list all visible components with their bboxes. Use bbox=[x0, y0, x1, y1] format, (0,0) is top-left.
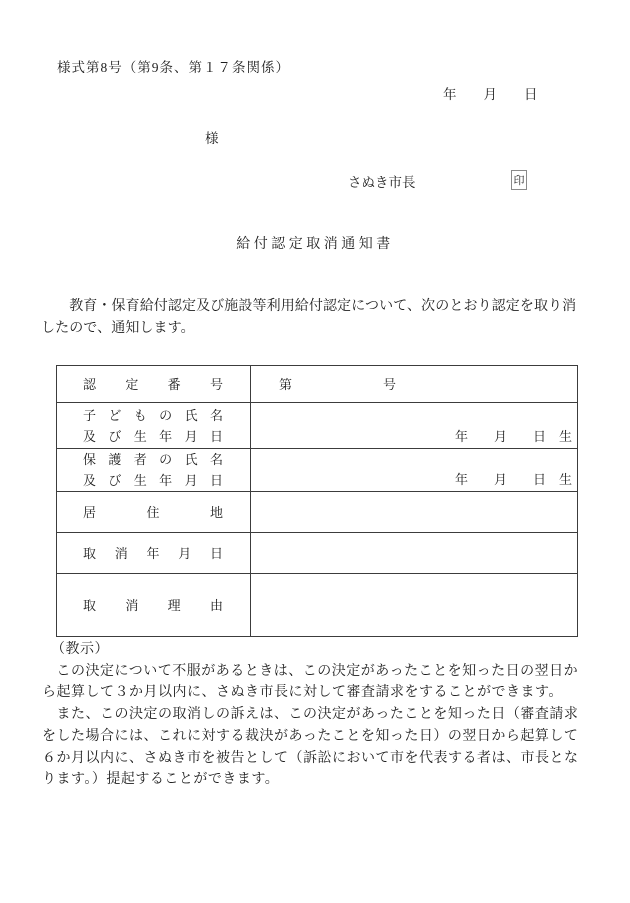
notice-heading: （教示） bbox=[51, 642, 109, 657]
row-value-cell bbox=[251, 492, 578, 533]
row-value-cell bbox=[251, 533, 578, 574]
notice-line: ります。）提起することができます。 bbox=[42, 772, 280, 788]
row-label: 子 ど も の 氏 名 bbox=[83, 407, 223, 423]
notice-line: また、この決定の取消しの訴えは、この決定があったことを知った日（審査請求 bbox=[42, 707, 579, 723]
body-line: したので、通知します。 bbox=[41, 321, 195, 337]
row-label-cell bbox=[57, 403, 251, 449]
table-row-cancellation-date bbox=[57, 533, 578, 574]
table-row-certification-number bbox=[57, 366, 578, 403]
row-label: 居 住 地 bbox=[83, 504, 223, 520]
notice-line: ６か月以内に、さぬき市を被告として（訴訟において市を代表する者は、市長とな bbox=[42, 750, 579, 766]
birthdate-placeholder: 年 月 日 生 bbox=[454, 472, 572, 487]
row-label: 認 定 番 号 bbox=[83, 376, 223, 392]
row-label: 及 び 生 年 月 日 bbox=[83, 428, 223, 444]
row-label-cell bbox=[57, 533, 251, 574]
table-row-guardian-name bbox=[57, 449, 578, 492]
row-label: 保 護 者 の 氏 名 bbox=[83, 452, 223, 467]
table-row-residence bbox=[57, 492, 578, 533]
body-line: 教育・保育給付認定及び施設等利用給付認定について、次のとおり認定を取り消 bbox=[41, 299, 577, 314]
issuer-name: さぬき市長 bbox=[348, 175, 416, 190]
row-label-cell bbox=[57, 574, 251, 637]
row-value-cell bbox=[251, 574, 578, 637]
certification-table bbox=[56, 365, 578, 637]
table-row-child-name bbox=[57, 403, 578, 449]
row-value-cell bbox=[251, 403, 578, 449]
row-value-cell bbox=[251, 449, 578, 492]
notice-line: をした場合には、これに対する裁決があったことを知った日）の翌日から起算して bbox=[42, 728, 579, 744]
issue-date-line: 年 月 日 bbox=[443, 87, 538, 102]
row-label-cell bbox=[57, 492, 251, 533]
addressee-honorific: 様 bbox=[205, 131, 219, 146]
document-title: 給付認定取消通知書 bbox=[236, 237, 394, 252]
row-label: 取 消 理 由 bbox=[83, 597, 223, 613]
seal-box bbox=[511, 170, 527, 190]
birthdate-placeholder: 年 月 日 生 bbox=[454, 429, 572, 444]
row-label-cell bbox=[57, 366, 251, 403]
notice-line: この決定について不服があるときは、この決定があったことを知った日の翌日か bbox=[42, 663, 579, 679]
row-label-cell bbox=[57, 449, 251, 492]
row-value-cell bbox=[251, 366, 578, 403]
seal-label: 印 bbox=[513, 175, 525, 187]
row-label: 及 び 生 年 月 日 bbox=[83, 473, 223, 488]
row-label: 取 消 年 月 日 bbox=[83, 545, 223, 561]
form-number: 様式第8号（第9条、第１７条関係） bbox=[57, 60, 290, 75]
body-paragraph bbox=[41, 296, 586, 341]
certification-number-value: 第 号 bbox=[279, 376, 397, 392]
table-row-cancellation-reason bbox=[57, 574, 578, 637]
notice-line: ら起算して３か月以内に、さぬき市長に対して審査請求をすることができます。 bbox=[42, 685, 563, 701]
notice-section bbox=[42, 639, 587, 791]
